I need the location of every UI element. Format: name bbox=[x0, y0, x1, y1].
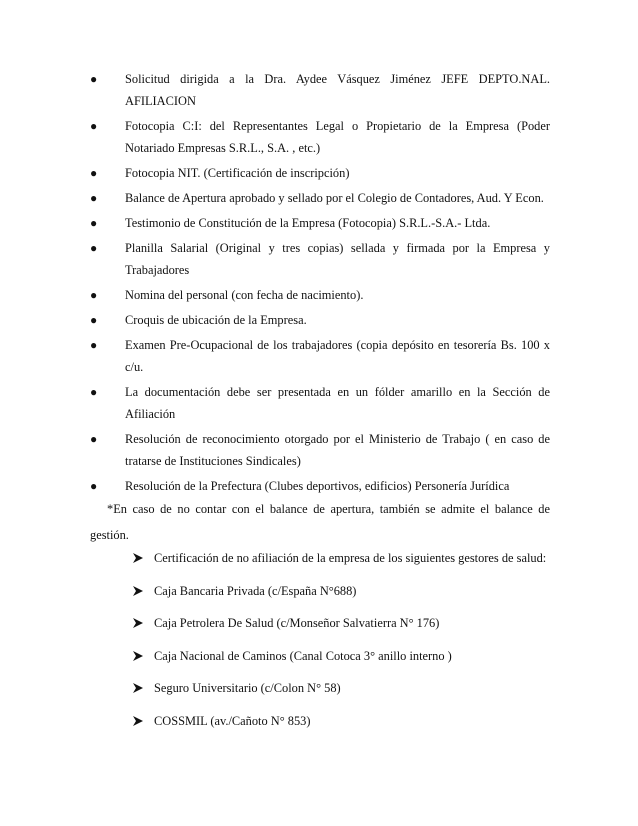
requirements-list bbox=[90, 68, 550, 500]
list-item bbox=[90, 284, 550, 306]
list-item-text: Fotocopia C:I: del Representantes Legal o Propietario de la Empresa (Poder Notariado Empresas S.R.L., S.A. , etc.) bbox=[125, 119, 550, 155]
bullet-icon: ● bbox=[90, 338, 98, 352]
list-item-text: Planilla Salarial (Original y tres copias) sellada y firmada por la Empresa y Trabajadores bbox=[125, 241, 550, 277]
list-item-text: Solicitud dirigida a la Dra. Aydee Vásquez Jiménez JEFE DEPTO.NAL. AFILIACION bbox=[125, 72, 550, 108]
health-providers-list bbox=[132, 550, 562, 746]
list-item bbox=[132, 615, 562, 631]
bullet-icon: ● bbox=[90, 216, 98, 230]
list-item bbox=[132, 648, 562, 664]
bullet-icon: ● bbox=[90, 288, 98, 302]
list-item bbox=[90, 162, 550, 184]
bullet-icon: ● bbox=[90, 241, 98, 255]
bullet-icon: ● bbox=[90, 432, 98, 446]
list-item-text: Certificación de no afiliación de la empresa de los siguientes gestores de salud: bbox=[154, 551, 547, 565]
list-item-text: Examen Pre-Ocupacional de los trabajadores (copia depósito en tesorería Bs. 100 x c/u. bbox=[125, 338, 550, 374]
bullet-icon: ● bbox=[90, 191, 98, 205]
list-item bbox=[90, 475, 550, 497]
list-item-text: COSSMIL (av./Cañoto N° 853) bbox=[154, 713, 311, 728]
list-item bbox=[90, 68, 550, 112]
list-item-text: Resolución de reconocimiento otorgado por el Ministerio de Trabajo ( en caso de tratarse de Instituciones Sindicales) bbox=[125, 432, 550, 468]
list-item-text: Testimonio de Constitución de la Empresa (Fotocopia) S.R.L.-S.A.- Ltda. bbox=[125, 216, 491, 230]
list-item bbox=[132, 713, 562, 729]
arrow-bullet-icon bbox=[132, 553, 144, 563]
list-item-text: Caja Bancaria Privada (c/España N°688) bbox=[154, 583, 357, 598]
list-item-text: Balance de Apertura aprobado y sellado por el Colegio de Contadores, Aud. Y Econ. bbox=[125, 191, 544, 205]
list-item-text: Resolución de la Prefectura (Clubes deportivos, edificios) Personería Jurídica bbox=[125, 479, 510, 493]
list-item bbox=[90, 237, 550, 281]
list-item bbox=[90, 309, 550, 331]
list-item-text: Nomina del personal (con fecha de nacimiento). bbox=[125, 288, 364, 302]
list-item bbox=[90, 381, 550, 425]
list-item-text: La documentación debe ser presentada en un fólder amarillo en la Sección de Afiliación bbox=[125, 385, 550, 421]
bullet-icon: ● bbox=[90, 119, 98, 133]
list-item bbox=[90, 334, 550, 378]
arrow-bullet-icon bbox=[132, 618, 144, 628]
arrow-bullet-icon bbox=[132, 716, 144, 726]
bullet-icon: ● bbox=[90, 72, 98, 86]
list-item-text: Croquis de ubicación de la Empresa. bbox=[125, 313, 307, 327]
arrow-bullet-icon bbox=[132, 651, 144, 661]
list-item bbox=[90, 187, 550, 209]
list-item bbox=[132, 680, 562, 696]
list-item-text: Caja Nacional de Caminos (Canal Cotoca 3° anillo interno ) bbox=[154, 648, 452, 663]
list-item bbox=[132, 583, 562, 599]
list-item bbox=[90, 428, 550, 472]
list-item-text: Caja Petrolera De Salud (c/Monseñor Salvatierra N° 176) bbox=[154, 616, 440, 631]
bullet-icon: ● bbox=[90, 385, 98, 399]
list-item bbox=[90, 115, 550, 159]
list-item-text: Seguro Universitario (c/Colon N° 58) bbox=[154, 681, 341, 696]
bullet-icon: ● bbox=[90, 166, 98, 180]
arrow-bullet-icon bbox=[132, 586, 144, 596]
arrow-bullet-icon bbox=[132, 683, 144, 693]
bullet-icon: ● bbox=[90, 313, 98, 327]
bullet-icon: ● bbox=[90, 479, 98, 493]
balance-note: *En caso de no contar con el balance de apertura, también se admite el balance de gestión. bbox=[90, 502, 550, 542]
list-item bbox=[132, 550, 562, 566]
list-item-text: Fotocopia NIT. (Certificación de inscripción) bbox=[125, 166, 350, 180]
list-item bbox=[90, 212, 550, 234]
